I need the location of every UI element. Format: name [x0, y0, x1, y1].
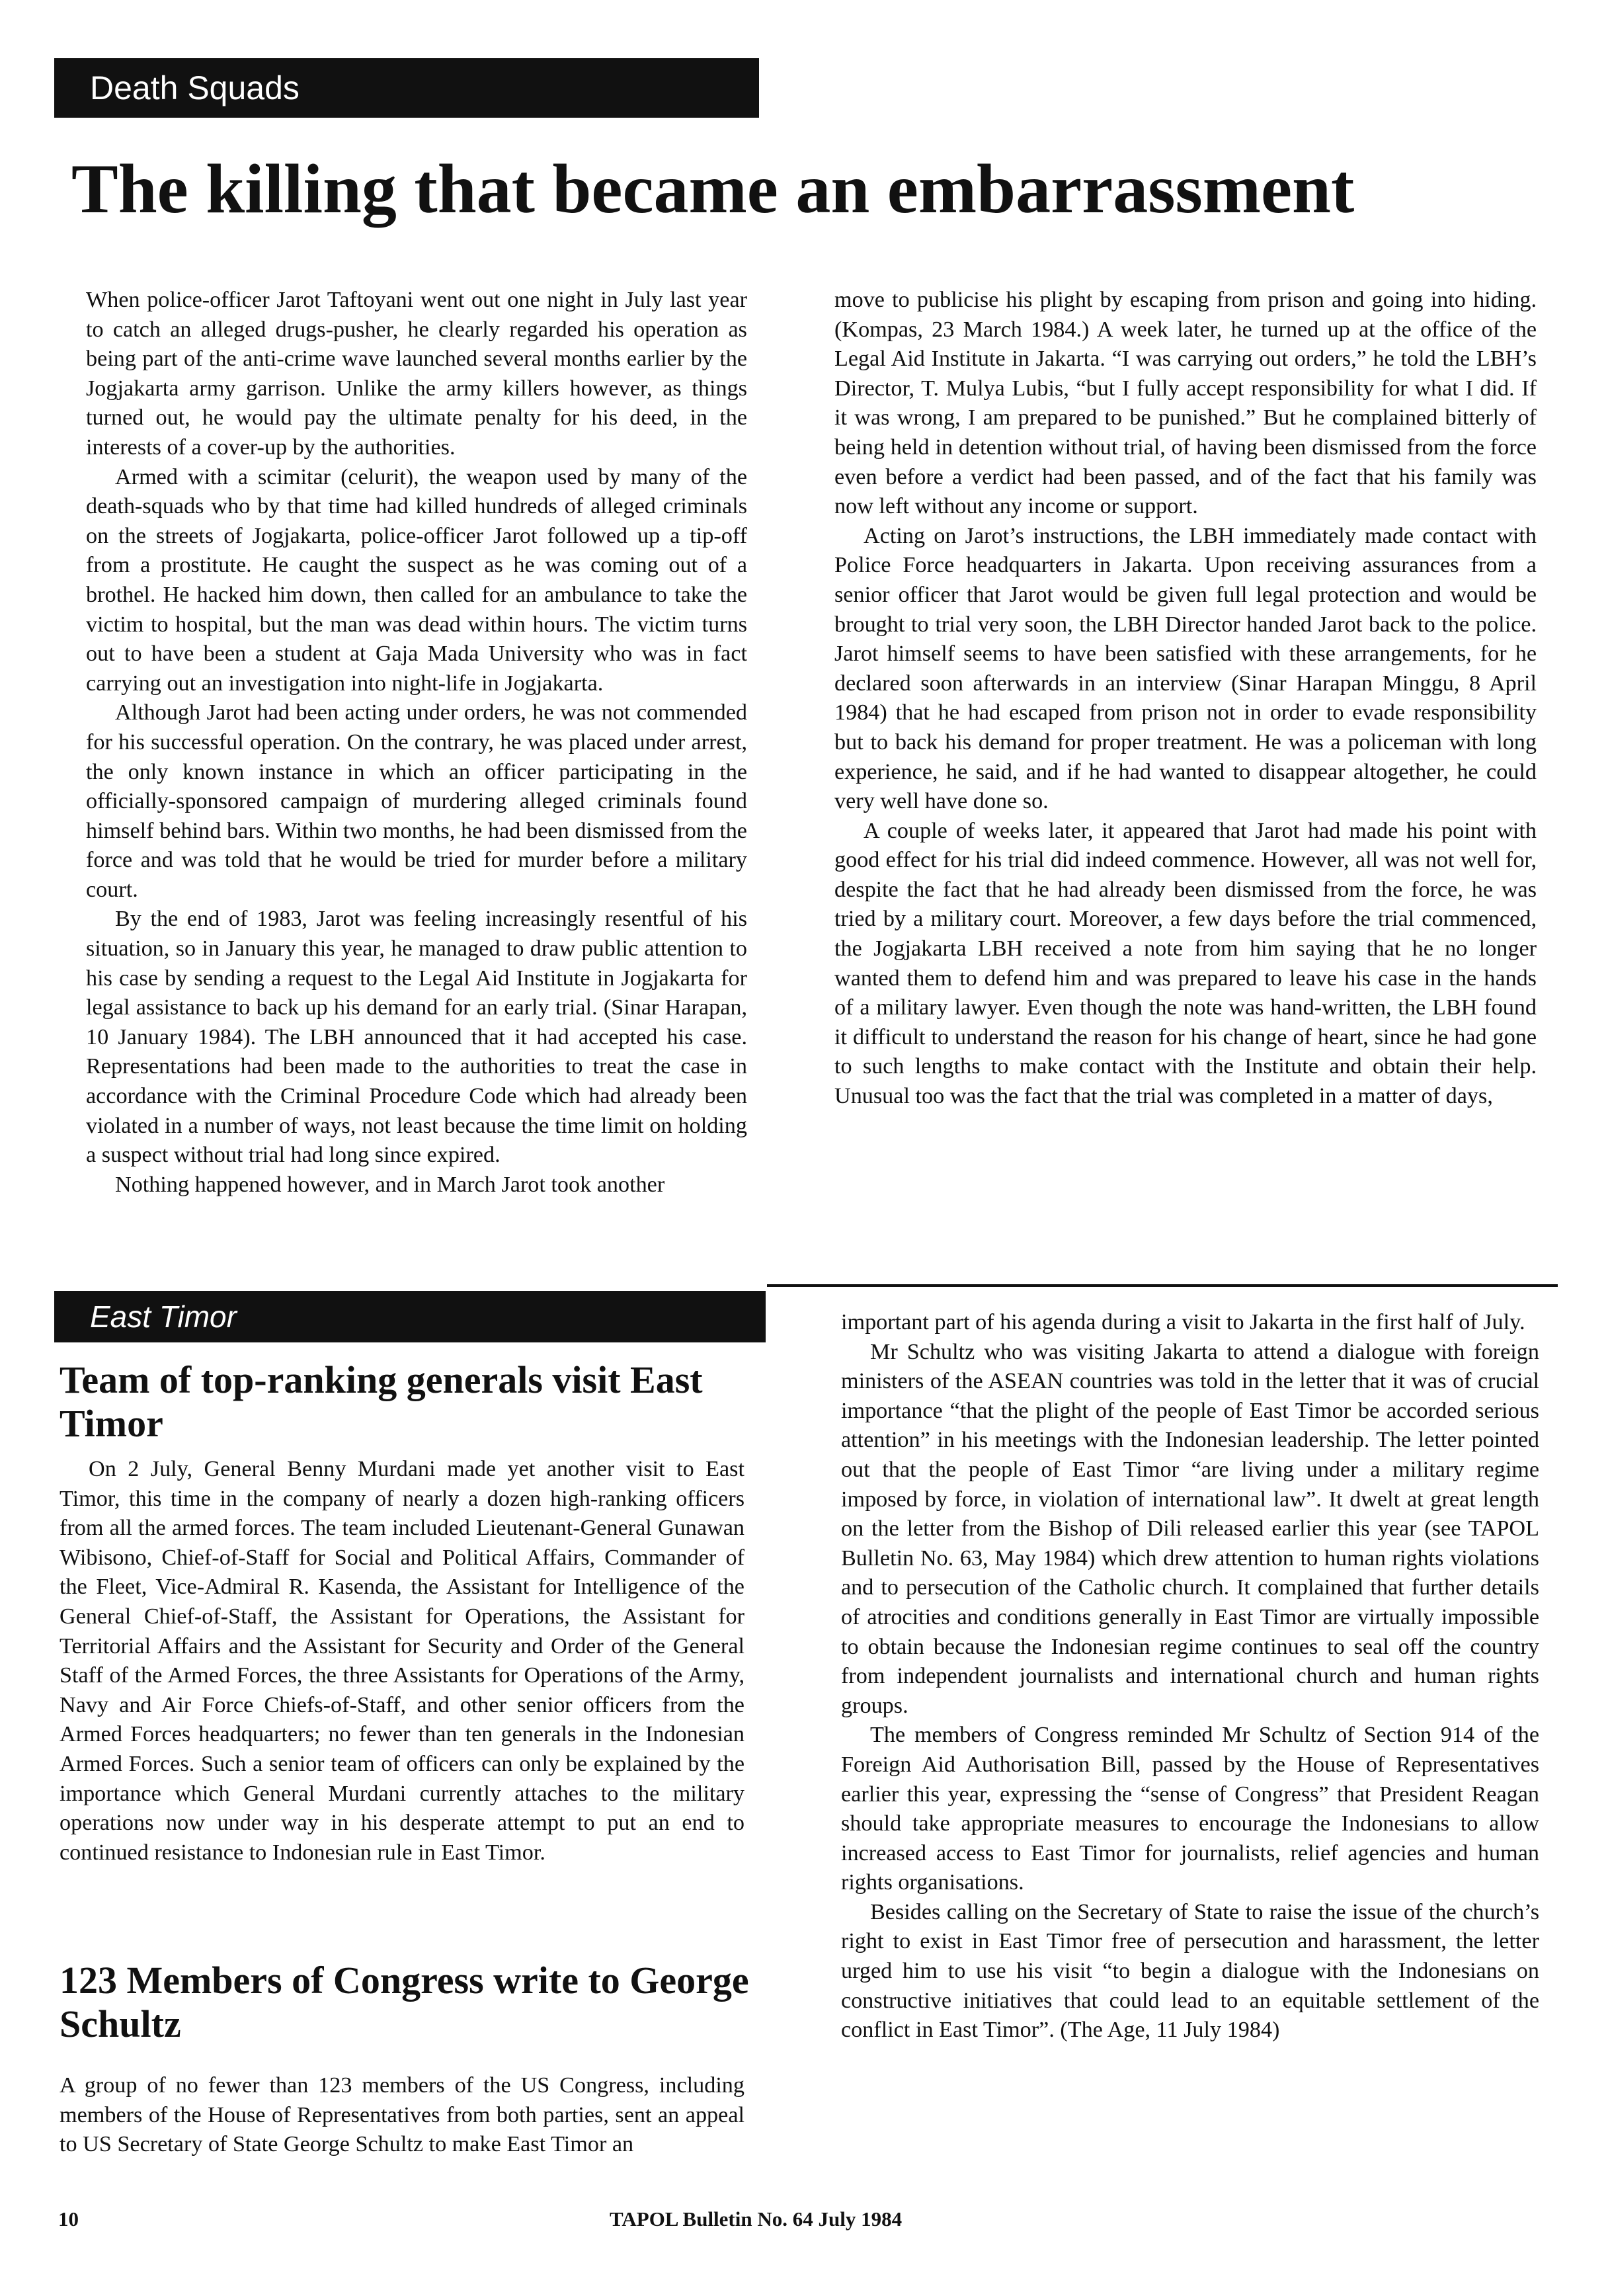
paragraph: Nothing happened however, and in March Jarot took another [115, 1172, 665, 1197]
paragraph: The members of Congress reminded Mr Schultz of Section 914 of the Foreign Aid Authorisation Bill, passed by the House of Representatives earlier this year, expressing the “sense of Congress” that President Reagan should take appropriate measures to encourage the Indonesians to allow increased access to East Timor for journalists, relief agencies and human rights organisations. [841, 1723, 1539, 1895]
section-label-text: Death Squads [90, 69, 300, 106]
paragraph: When police-officer Jarot Taftoyani went out one night in July last year to catch an alleged drugs-pusher, he clearly regarded his operation as being part of the anti-crime wave launched several months earlier by the Jogjakarta army garrison. Unlike the army killers however, as things turned out, he would pay the ultimate penalty for his deed, in the interests of a cover-up by the authorities. [86, 288, 747, 460]
article1-column-left [86, 286, 747, 1200]
paragraph: Mr Schultz who was visiting Jakarta to attend a dialogue with foreign ministers of the ASEAN countries was told in the letter that it was of crucial importance “that the plight of the people of East Timor be accorded serious attention” in his meetings with the Indonesian leadership. The letter pointed out that the people of East Timor “are living under a military regime imposed by force, in violation of international law”. It dwelt at great length on the letter from the Bishop of Dili released earlier this year (see TAPOL Bulletin No. 63, May 1984) which drew attention to human rights violations and to persecution of the Catholic church. It complained that further details of atrocities and conditions generally in East Timor are virtually impossible to obtain because the Indonesian regime continues to seal off the country from independent journalists and international church and human rights groups. [841, 1339, 1539, 1718]
paragraph: Acting on Jarot’s instructions, the LBH immediately made contact with Police Force headquarters in Jakarta. Upon receiving assurances from a senior officer that Jarot would be given full legal protection and would be brought to trial very soon, the LBH Director handed Jarot back to the police. Jarot himself seems to have been satisfied with these arrangements, for he declared soon afterwards in an interview (Sinar Harapan Minggu, 8 April 1984) that he had escaped from prison not in order to evade responsibility but to back his demand for proper treatment. He was a policeman with long experience, he said, and if he had wanted to disappear altogether, he could very well have done so. [834, 523, 1537, 814]
paragraph: Armed with a scimitar (celurit), the weapon used by many of the death-squads who by that time had killed hundreds of alleged criminals on the streets of Jogjakarta, police-officer Jarot followed up a tip-off from a prostitute. He caught the suspect as he was coming out of a brothel. He hacked him down, then called for an ambulance to take the victim to hospital, but the man was dead within hours. The victim turns out to have been a student at Gaja Mada University who was in fact carrying out an investigation into night-life in Jogjakarta. [86, 464, 747, 696]
article3-title: 123 Members of Congress write to George Schultz [60, 1959, 749, 2045]
paragraph: Although Jarot had been acting under orders, he was not commended for his successful operation. On the contrary, he was placed under arrest, the only known instance in which an officer participating in the officially-sponsored campaign of murdering alleged criminals found himself behind bars. Within two months, he had been dismissed from the force and was told that he would be tried for murder before a military court. [86, 700, 747, 902]
section-divider-rule [767, 1284, 1558, 1287]
publication-footer: TAPOL Bulletin No. 64 July 1984 [610, 2207, 903, 2231]
section-label-east-timor [54, 1291, 766, 1342]
section-label-death-squads [54, 58, 759, 118]
page-number: 10 [58, 2207, 79, 2231]
paragraph: Besides calling on the Secretary of State to raise the issue of the church’s right to exist in East Timor free of persecution and harassment, the letter urged him to use his visit “to begin a dialogue with the Indonesians on constructive initiatives that could lead to an equitable settlement of the conflict in East Timor”. (The Age, 11 July 1984) [841, 1899, 1539, 2043]
article1-column-right [834, 286, 1537, 1112]
paragraph: A group of no fewer than 123 members of the US Congress, including members of the House of Representatives from both parties, sent an appeal to US Secretary of State George Schultz to make East Timor an [60, 2073, 744, 2157]
article2-body [60, 1455, 744, 1867]
paragraph: On 2 July, General Benny Murdani made yet another visit to East Timor, this time in the company of nearly a dozen high-ranking officers from all the armed forces. The team included Lieutenant-General Gunawan Wibisono, Chief-of-Staff for Social and Political Affairs, Commander of the Fleet, Vice-Admiral R. Kasenda, the Assistant for Intelligence of the General Chief-of-Staff, the Assistant for Operations, the Assistant for Territorial Affairs and the Assistant for Security and Order of the General Staff of the Armed Forces, the three Assistants for Operations of the Army, Navy and Air Force Chiefs-of-Staff, and other senior officers from the Armed Forces headquarters; no fewer than ten generals in the Indonesian Armed Forces. Such a senior team of officers can only be explained by the importance which General Murdani currently attaches to the military operations now under way in his desperate attempt to put an end to continued resistance to Indonesian rule in East Timor. [60, 1457, 744, 1865]
article-headline: The killing that became an embarrassment [71, 150, 1355, 227]
paragraph: move to publicise his plight by escaping from prison and going into hiding. (Kompas, 23 March 1984.) A week later, he turned up at the office of the Legal Aid Institute in Jakarta. “I was carrying out orders,” he told the LBH’s Director, T. Mulya Lubis, “but I fully accept responsibility for what I did. If it was wrong, I am prepared to be punished.” But he complained bitterly of being held in detention without trial, of having been dismissed from the force even before a verdict had been passed, and of the fact that his family was now left without any income or support. [834, 288, 1537, 519]
article3-column-left [60, 2071, 744, 2160]
article3-column-right [841, 1308, 1539, 2045]
paragraph: By the end of 1983, Jarot was feeling increasingly resentful of his situation, so in January this year, he managed to draw public attention to his case by sending a request to the Legal Aid Institute in Jogjakarta for legal assistance to back up his demand for an early trial. (Sinar Harapan, 10 January 1984). The LBH announced that it had accepted his case. Representations had been made to the authorities to treat the case in accordance with the Criminal Procedure Code which had already been violated in a number of ways, not least because the time limit on holding a suspect without trial had long since expired. [86, 907, 747, 1168]
section-label-text: East Timor [90, 1299, 237, 1334]
paragraph: important part of his agenda during a visit to Jakarta in the first half of July. [841, 1310, 1525, 1334]
paragraph: A couple of weeks later, it appeared that Jarot had made his point with good effect for his trial did indeed commence. However, all was not well for, despite the fact that he had already been dismissed from the force, he was tried by a military court. Moreover, a few days before the trial commenced, the Jogjakarta LBH received a note from him saying that he no longer wanted them to defend him and was prepared to leave his case in the hands of a military lawyer. Even though the note was hand-written, the LBH found it difficult to understand the reason for his change of heart, since he had gone to such lengths to make contact with the Institute and obtain their help. Unusual too was the fact that the trial was completed in a matter of days, [834, 818, 1537, 1109]
article2-title: Team of top-ranking generals visit East Timor [60, 1358, 703, 1445]
